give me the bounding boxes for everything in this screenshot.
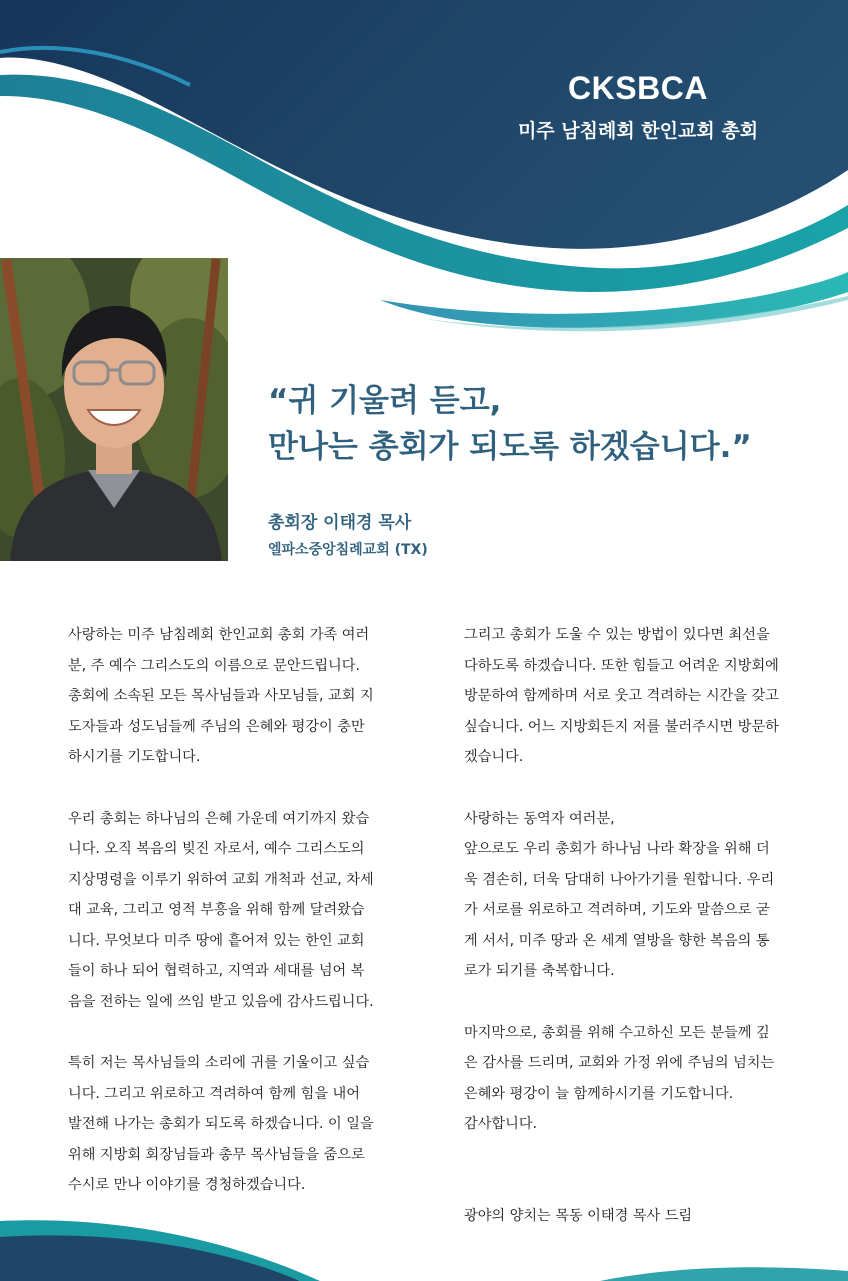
signature-line: 광야의 양치는 목동 이태경 목사 드림 [464, 1208, 693, 1224]
text-line: 니다. 그리고 위로하고 격려하여 함께 힘을 내어 [68, 1085, 360, 1102]
letter-paragraph [68, 620, 420, 773]
text-line: 방문하여 함께하며 서로 웃고 격려하는 시간을 갖고 [464, 688, 779, 704]
author-church: 엘파소중앙침례교회 (TX) [268, 542, 428, 558]
text-line: 사랑하는 미주 남침례회 한인교회 총회 가족 여러 [68, 627, 370, 643]
quote-line-1: “귀 기울려 듣고, [268, 383, 502, 419]
text-line: 위해 지방회 회장님들과 총무 목사님들을 줌으로 [68, 1146, 365, 1163]
text-line: 앞으로도 우리 총회가 하나님 나라 확장을 위해 더 [464, 841, 770, 857]
text-line: 마지막으로, 총회를 위해 수고하신 모든 분들께 깊 [464, 1024, 770, 1041]
letter-column-right [464, 620, 816, 1263]
text-line: 분, 주 예수 그리스도의 이름으로 문안드립니다. [68, 657, 360, 674]
text-line: 들이 하나 되어 협력하고, 지역과 세대를 넘어 복 [68, 963, 365, 979]
text-line: 로가 되기를 축복합니다. [464, 963, 615, 979]
pastor-portrait-icon [0, 258, 228, 561]
text-line: 수시로 만나 이야기를 경청하겠습니다. [68, 1177, 306, 1193]
text-line: 가 서로를 위로하고 격려하며, 기도와 말씀으로 굳 [464, 902, 770, 918]
letter-paragraph [464, 1018, 816, 1140]
text-line: 하시기를 기도합니다. [68, 749, 201, 765]
text-line: 도자들과 성도님들께 주님의 은혜와 평강이 충만 [68, 718, 365, 735]
org-subtitle: 미주 남침례회 한인교회 총회 [517, 120, 759, 142]
text-line: 지상명령을 이루기 위하여 교회 개척과 선교, 차세 [68, 871, 374, 888]
letter-paragraph [464, 620, 816, 773]
text-line: 특히 저는 목사님들의 소리에 귀를 기울이고 싶습 [68, 1055, 370, 1071]
letter-paragraph [68, 804, 420, 1018]
author-name: 총회장 이태경 목사 [268, 513, 412, 533]
text-line: 다하도록 하겠습니다. 또한 힘들고 어려운 지방회에 [464, 657, 779, 674]
text-line: 욱 겸손히, 더욱 담대히 나아가기를 원합니다. 우리 [464, 871, 775, 888]
text-line: 은 감사를 드리며, 교회와 가정 위에 주님의 넘치는 [464, 1055, 775, 1071]
letter-column-left [68, 620, 420, 1232]
pastor-portrait [0, 258, 228, 561]
text-line: 총회에 소속된 모든 목사님들과 사모님들, 교회 지 [68, 688, 374, 704]
text-line [464, 1171, 816, 1202]
text-line: 싶습니다. 어느 지방회든지 저를 불러주시면 방문하 [464, 718, 779, 735]
text-line: 겠습니다. [464, 749, 524, 765]
text-line: 우리 총회는 하나님의 은혜 가운데 여기까지 왔습 [68, 810, 370, 827]
letter-paragraph [464, 804, 816, 987]
text-line: 그리고 총회가 도울 수 있는 방법이 있다면 최선을 [464, 627, 770, 643]
letter-paragraph [68, 1048, 420, 1201]
text-line: 게 서서, 미주 땅과 온 세계 열방을 향한 복음의 통 [464, 932, 770, 949]
text-line: 음을 전하는 일에 쓰임 받고 있음에 감사드립니다. [68, 993, 374, 1010]
text-line: 니다. 무엇보다 미주 땅에 흩어져 있는 한인 교회 [68, 932, 365, 949]
text-line: 감사합니다. [464, 1116, 538, 1132]
text-line: 은혜와 평강이 늘 함께하시기를 기도합니다. [464, 1085, 734, 1102]
text-line: 발전해 나가는 총회가 되도록 하겠습니다. 이 일을 [68, 1116, 374, 1132]
footer-wave-decoration [0, 1215, 848, 1281]
headline-quote [268, 378, 828, 470]
org-name: CKSBCA [568, 70, 708, 106]
quote-line-2: 만나는 총회가 되도록 하겠습니다.” [268, 429, 752, 465]
text-line: 대 교육, 그리고 영적 부흥을 위해 함께 달려왔습 [68, 902, 365, 918]
text-line: 사랑하는 동역자 여러분, [464, 810, 615, 827]
text-line: 니다. 오직 복음의 빚진 자로서, 예수 그리스도의 [68, 841, 365, 857]
